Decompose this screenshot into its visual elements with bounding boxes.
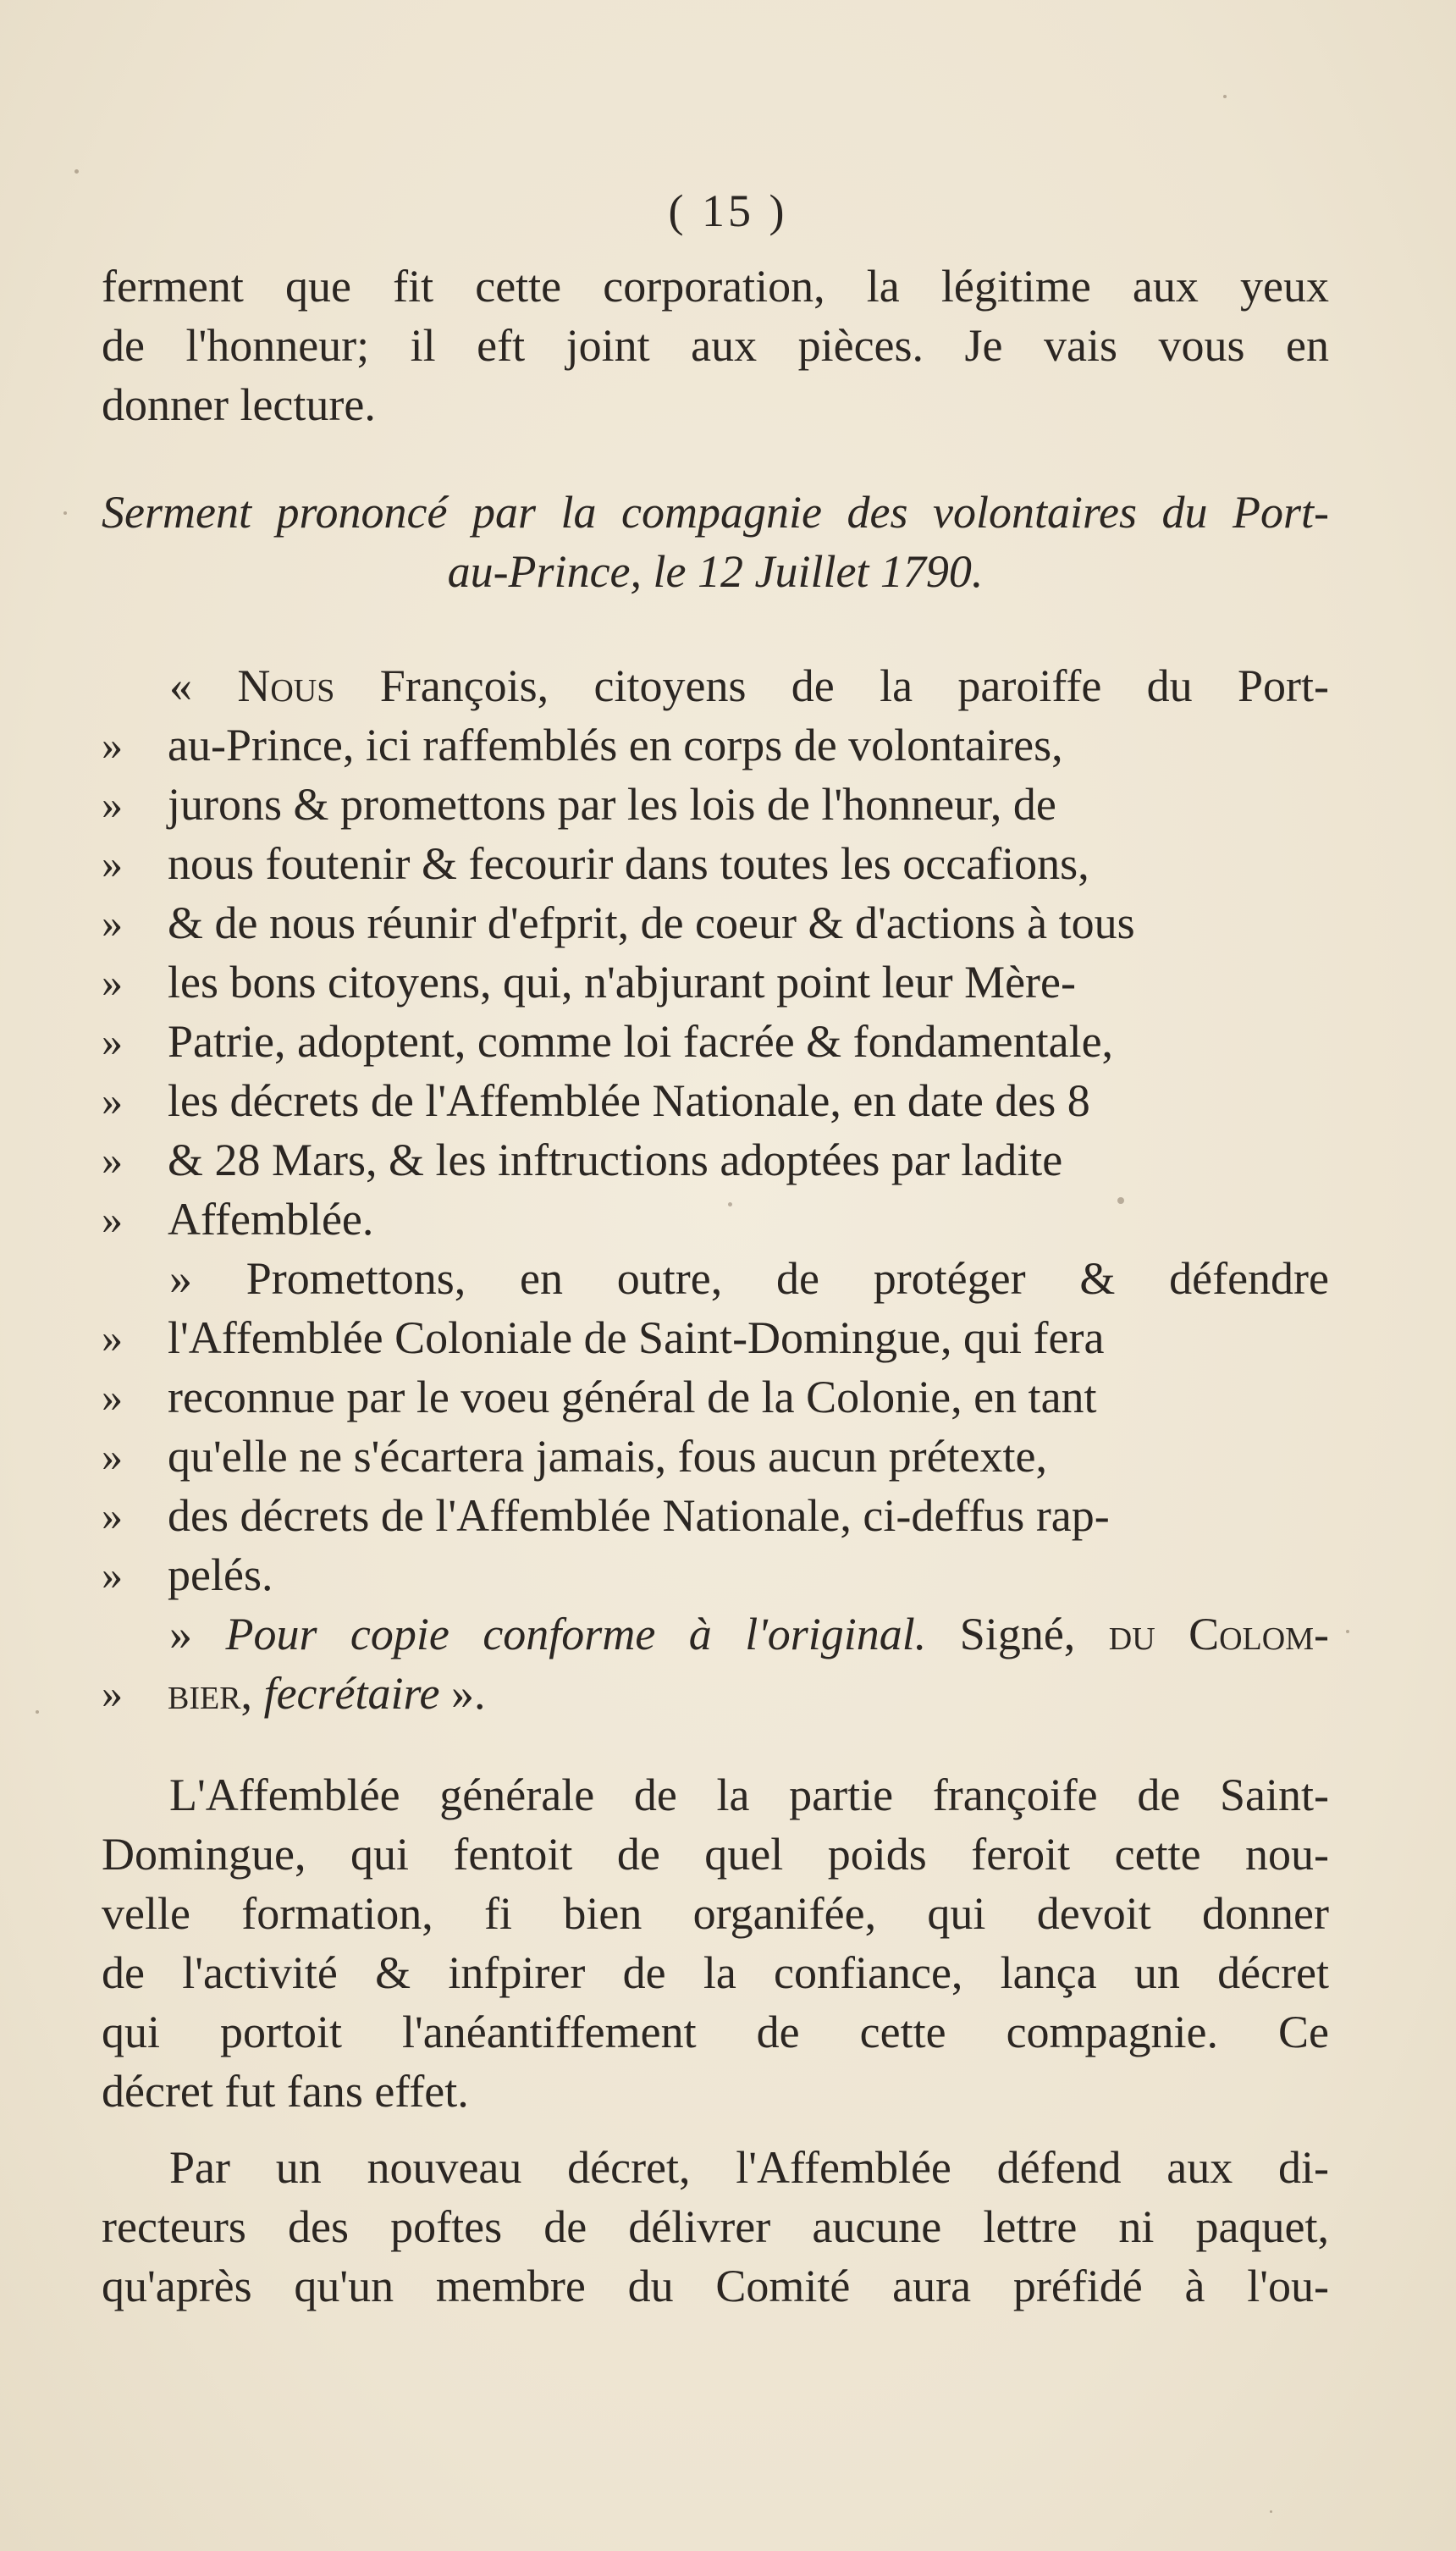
signatory-title: fecrétaire (263, 1668, 440, 1719)
oath-line: reconnue par le voeu général de la Colonie, en tant (168, 1372, 1097, 1422)
quote-mark: » (102, 1373, 123, 1421)
oath-line: les bons citoyens, qui, n'abjurant point leur Mère- (168, 957, 1076, 1008)
oath-line: les décrets de l'Affemblée Nationale, en date des 8 (168, 1075, 1090, 1126)
oath-line: Patrie, adoptent, comme loi facrée & fondamentale, (168, 1016, 1114, 1067)
oath-line: l'Affemblée Coloniale de Saint-Domingue, qui fera (168, 1312, 1105, 1363)
body-line: décret fut fans effet. (102, 2066, 469, 2117)
intro-line: de l'honneur; il eft joint aux pièces. Je vais vous en (102, 320, 1329, 371)
quote-mark: » (102, 958, 123, 1006)
oath-heading-line: Serment prononcé par la compagnie des volontaires du Port- (102, 487, 1329, 538)
oath-line: & 28 Mars, & les inftructions adoptées par ladite (168, 1135, 1063, 1185)
paper-speck (1117, 1197, 1124, 1204)
intro-line: ferment que fit cette corporation, la légitime aux yeux (102, 261, 1329, 312)
oath-line: Affemblée. (168, 1194, 374, 1245)
paper-speck (1270, 2510, 1272, 2513)
quote-mark: » (102, 1195, 123, 1243)
oath-opening-rest: François, citoyens de la paroiffe du Port- (379, 660, 1330, 711)
quote-mark: » (102, 1314, 123, 1361)
body-line: L'Affemblée générale de la partie françoife de Saint- (169, 1770, 1329, 1820)
paper-speck (63, 511, 67, 515)
oath-line: au-Prince, ici raffemblés en corps de volontaires, (168, 720, 1063, 770)
oath-heading-line: au-Prince, le 12 Juillet 1790. (447, 546, 984, 597)
certification-prefix: » (169, 1609, 226, 1659)
quote-mark: » (102, 1077, 123, 1124)
certification-line (169, 1604, 1329, 1664)
oath-line: nous foutenir & fecourir dans toutes les occafions, (168, 838, 1089, 889)
certification-text: Pour copie conforme à l'original. (225, 1609, 927, 1659)
page-number: ( 15 ) (668, 185, 788, 236)
body-line: qu'après qu'un membre du Comité aura préfidé à l'ou- (102, 2261, 1329, 2311)
closing-quote: ». (439, 1668, 486, 1719)
oath-line: & de nous réunir d'efprit, de coeur & d'actions à tous (168, 897, 1135, 948)
certification-signed: Signé, (926, 1609, 1109, 1659)
signatory-name-end: bier, (168, 1668, 253, 1719)
quote-mark: » (102, 1492, 123, 1539)
quote-mark: » (102, 1670, 123, 1717)
quote-mark: » (102, 840, 123, 887)
oath-opening: « Nous (169, 660, 335, 711)
quote-mark: » (102, 781, 123, 828)
oath-line: pelés. (168, 1549, 273, 1600)
body-line: Par un nouveau décret, l'Affemblée défend aux di- (169, 2142, 1329, 2193)
paper-speck (36, 1710, 39, 1714)
body-line: velle formation, fi bien organifée, qui devoit donner (102, 1888, 1329, 1939)
signatory-name: du Colom- (1108, 1609, 1329, 1659)
body-line: qui portoit l'anéantiffement de cette compagnie. Ce (102, 2007, 1329, 2057)
paper-speck (1223, 95, 1227, 98)
quote-mark: » (102, 1136, 123, 1184)
oath-first-line (169, 656, 1329, 715)
paper-speck (74, 169, 79, 174)
quote-mark: » (102, 1018, 123, 1065)
quote-mark: » (102, 1433, 123, 1480)
oath-line: des décrets de l'Affemblée Nationale, ci-deffus rap- (168, 1490, 1110, 1541)
quote-mark: » (102, 899, 123, 947)
paper-speck (1346, 1630, 1349, 1633)
oath-line: qu'elle ne s'écartera jamais, fous aucun prétexte, (168, 1431, 1047, 1482)
quote-mark: » (102, 1551, 123, 1599)
quote-mark: » (102, 721, 123, 769)
oath-second-paragraph-first-line: » Promettons, en outre, de protéger & défendre (169, 1253, 1329, 1304)
body-line: recteurs des poftes de délivrer aucune lettre ni paquet, (102, 2201, 1329, 2252)
body-line: Domingue, qui fentoit de quel poids feroit cette nou- (102, 1829, 1329, 1880)
paper-speck (728, 1202, 732, 1206)
intro-line: donner lecture. (102, 379, 376, 430)
signatory-title-line (168, 1664, 1329, 1723)
oath-line: jurons & promettons par les lois de l'honneur, de (168, 779, 1056, 830)
body-line: de l'activité & infpirer de la confiance, lança un décret (102, 1947, 1329, 1998)
